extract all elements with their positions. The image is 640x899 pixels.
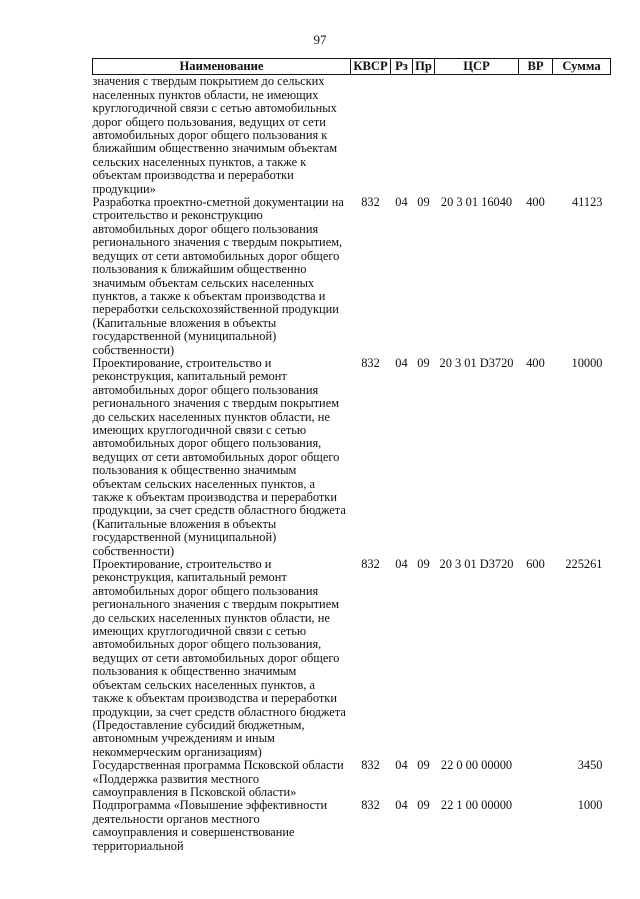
table-row (93, 759, 611, 799)
row-sum (553, 75, 611, 196)
row-vr (519, 75, 553, 196)
table-row (93, 357, 611, 558)
row-rz: 04 (395, 758, 408, 773)
row-pr: 09 (417, 355, 430, 370)
row-sum: 3450 (577, 758, 603, 773)
table-row (93, 558, 611, 759)
row-csr: 20 3 01 D3720 (439, 557, 514, 572)
row-pr: 09 (417, 798, 430, 813)
header-rz: Рз (391, 59, 413, 75)
row-csr (435, 75, 519, 196)
row-rz: 04 (395, 798, 408, 813)
row-csr: 22 1 00 00000 (440, 798, 513, 813)
row-rz: 04 (395, 195, 408, 210)
row-kvsr: 832 (361, 758, 380, 773)
header-name: Наименование (93, 59, 351, 75)
row-vr: 600 (526, 557, 545, 572)
row-sum: 1000 (577, 798, 603, 813)
row-kvsr: 832 (361, 195, 380, 210)
row-name: значения с твердым покрытием до сельских населенных пунктов области, не имеющих круглогодичной связи с сетью автомобильных дорог общего пользования, ведущих от сети автомобильных дорог общего пользования к ближайшим общественно значимым объектам сельских населенных пунктов, а также к объектам производства и переработки продукции» (92, 74, 338, 196)
row-csr: 20 3 01 D3720 (439, 355, 514, 370)
row-pr: 09 (417, 195, 430, 210)
row-pr: 09 (417, 557, 430, 572)
row-name: Разработка проектно-сметной документации на строительство и реконструкцию автомобильных дорог общего пользования регионального значения с твердым покрытием, ведущих от сети автомобильных дорог общего пользования к ближайшим общественно значимым объектам сельских населенных пунктов, а также к объектам производства и переработки сельскохозяйственной продукции (Капитальные вложения в объекты государственной (муниципальной) собственности) (92, 195, 344, 357)
row-vr: 400 (526, 355, 545, 370)
row-csr: 20 3 01 16040 (440, 195, 513, 210)
table-header-row (93, 59, 611, 75)
row-name: Подпрограмма «Повышение эффективности деятельности органов местного самоуправления и совершенствование территориальной (92, 798, 328, 853)
row-kvsr (351, 75, 391, 196)
row-pr (413, 75, 435, 196)
row-vr (519, 759, 553, 799)
row-name: Проектирование, строительство и реконструкция, капитальный ремонт автомобильных дорог общего пользования регионального значения с твердым покрытием до сельских населенных пунктов области, не имеющих круглогодичной связи с сетью автомобильных дорог общего пользования, ведущих от сети автомобильных дорог общего пользования к общественно значимым объектам сельских населенных пунктов, а также к объектам производства и переработки продукции, за счет средств областного бюджета (Предоставление субсидий бюджетным, автономным учреждениям и иным некоммерческим организациям) (92, 557, 346, 759)
row-sum: 10000 (571, 355, 603, 370)
header-sum: Сумма (553, 59, 611, 75)
row-kvsr: 832 (361, 557, 380, 572)
row-sum: 41123 (571, 195, 603, 210)
header-pr: Пр (413, 59, 435, 75)
row-name: Государственная программа Псковской области «Поддержка развития местного самоуправления в Псковской области» (92, 758, 344, 799)
row-rz: 04 (395, 355, 408, 370)
budget-table (92, 58, 611, 853)
row-pr: 09 (417, 758, 430, 773)
row-name: Проектирование, строительство и реконструкция, капитальный ремонт автомобильных дорог общего пользования регионального значения с твердым покрытием до сельских населенных пунктов области, не имеющих круглогодичной связи с сетью автомобильных дорог общего пользования, ведущих от сети автомобильных дорог общего пользования к общественно значимым объектам сельских населенных пунктов, а также к объектам производства и переработки продукции, за счет средств областного бюджета (Капитальные вложения в объекты государственной (муниципальной) собственности) (92, 355, 346, 558)
table-row (93, 196, 611, 357)
page-number: 97 (313, 32, 327, 47)
row-vr (519, 799, 553, 853)
row-kvsr: 832 (361, 798, 380, 813)
row-kvsr: 832 (361, 355, 380, 370)
table-row (93, 799, 611, 853)
row-vr: 400 (526, 195, 545, 210)
header-vr: ВР (519, 59, 553, 75)
row-rz: 04 (395, 557, 408, 572)
header-kvsr: КВСР (351, 59, 391, 75)
row-csr: 22 0 00 00000 (440, 758, 513, 773)
header-csr: ЦСР (435, 59, 519, 75)
row-sum: 225261 (565, 557, 603, 572)
row-rz (391, 75, 413, 196)
table-row (93, 75, 611, 196)
